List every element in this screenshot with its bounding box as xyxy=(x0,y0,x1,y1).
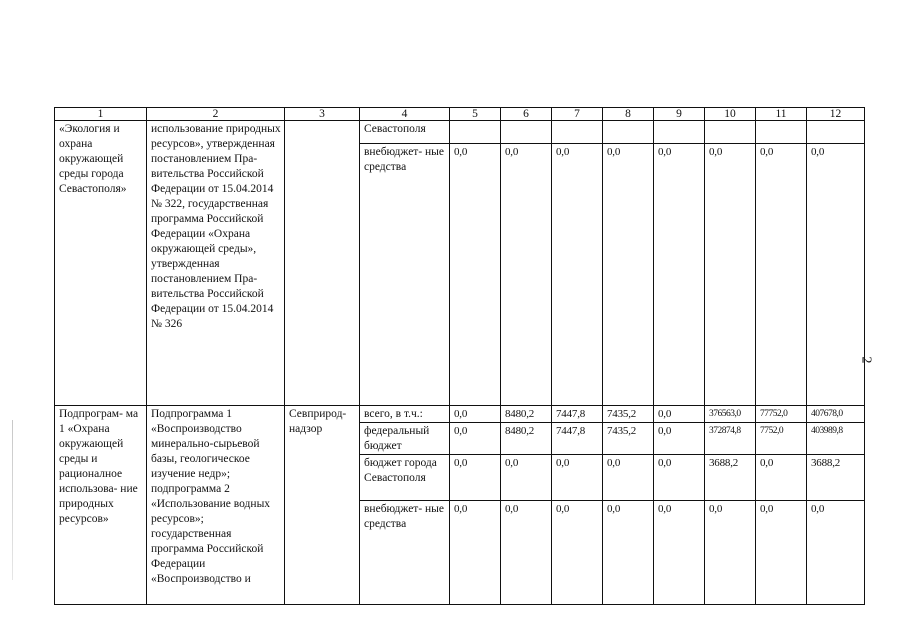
value-cell: 0,0 xyxy=(603,144,654,406)
value-cell: 0,0 xyxy=(654,144,705,406)
value-cell: 0,0 xyxy=(603,501,654,605)
legal-basis-cell: использование природных ресурсов», утвержденная постановлением Пра- вительства Российской Федерации от 15.04.2014 № 322, государственная программа Российской Федерации «Охрана окружающей среды», утвержденная постановлением Пра- вительства Российской Федерации от 15.04.2014 № 326 xyxy=(147,121,285,406)
value-cell xyxy=(807,121,865,144)
value-cell xyxy=(501,121,552,144)
executor-cell: Севприрод- надзор xyxy=(285,406,360,605)
column-number-3: 3 xyxy=(285,108,360,121)
value-cell: 0,0 xyxy=(705,144,756,406)
table-row xyxy=(55,406,865,423)
column-number-row xyxy=(55,108,865,121)
value-cell: 7447,8 xyxy=(552,406,603,423)
value-cell: 0,0 xyxy=(450,406,501,423)
column-number-2: 2 xyxy=(147,108,285,121)
value-cell: 0,0 xyxy=(450,144,501,406)
value-cell: 8480,2 xyxy=(501,423,552,455)
value-cell xyxy=(654,121,705,144)
value-cell: 0,0 xyxy=(756,501,807,605)
value-cell: 7752,0 xyxy=(756,423,807,455)
funding-source-cell: федеральный бюджет xyxy=(360,423,450,455)
funding-source-cell: бюджет города Севастополя xyxy=(360,455,450,501)
column-number-12: 12 xyxy=(807,108,865,121)
value-cell: 0,0 xyxy=(654,406,705,423)
scan-edge-line xyxy=(12,420,13,580)
value-cell: 0,0 xyxy=(603,455,654,501)
funding-source-cell: внебюджет- ные средства xyxy=(360,144,450,406)
value-cell: 0,0 xyxy=(756,455,807,501)
column-number-10: 10 xyxy=(705,108,756,121)
value-cell: 372874,8 xyxy=(705,423,756,455)
funding-source-cell: Севастополя xyxy=(360,121,450,144)
value-cell xyxy=(756,121,807,144)
value-cell xyxy=(603,121,654,144)
value-cell: 0,0 xyxy=(450,501,501,605)
executor-cell xyxy=(285,121,360,406)
value-cell: 0,0 xyxy=(807,501,865,605)
column-number-5: 5 xyxy=(450,108,501,121)
value-cell: 8480,2 xyxy=(501,406,552,423)
value-cell: 7447,8 xyxy=(552,423,603,455)
value-cell: 7435,2 xyxy=(603,406,654,423)
budget-table xyxy=(54,107,865,605)
value-cell: 0,0 xyxy=(501,144,552,406)
column-number-6: 6 xyxy=(501,108,552,121)
subprogram-name-cell: Подпрограм- ма 1 «Охрана окружающей среды и рационалное использова- ние природных ресурсов» xyxy=(55,406,147,605)
funding-source-cell: всего, в т.ч.: xyxy=(360,406,450,423)
value-cell: 3688,2 xyxy=(807,455,865,501)
column-number-11: 11 xyxy=(756,108,807,121)
column-number-7: 7 xyxy=(552,108,603,121)
value-cell: 407678,0 xyxy=(807,406,865,423)
value-cell: 376563,0 xyxy=(705,406,756,423)
column-number-9: 9 xyxy=(654,108,705,121)
value-cell xyxy=(705,121,756,144)
value-cell: 0,0 xyxy=(552,455,603,501)
value-cell: 0,0 xyxy=(807,144,865,406)
table-row xyxy=(55,121,865,144)
value-cell: 0,0 xyxy=(654,501,705,605)
column-number-8: 8 xyxy=(603,108,654,121)
value-cell: 0,0 xyxy=(552,144,603,406)
value-cell: 0,0 xyxy=(756,144,807,406)
value-cell: 0,0 xyxy=(450,455,501,501)
page-number: 2 xyxy=(858,356,874,364)
value-cell: 0,0 xyxy=(450,423,501,455)
subprogram-basis-cell: Подпрограмма 1 «Воспроизводство минерально-сырьевой базы, геологическое изучение недр»; подпрограмма 2 «Использование водных ресурсов»; государственная программа Российской Федерации «Воспроизводство и xyxy=(147,406,285,605)
value-cell: 7435,2 xyxy=(603,423,654,455)
funding-source-cell: внебюджет- ные средства xyxy=(360,501,450,605)
value-cell: 77752,0 xyxy=(756,406,807,423)
value-cell: 0,0 xyxy=(654,455,705,501)
value-cell: 0,0 xyxy=(705,501,756,605)
value-cell: 0,0 xyxy=(501,455,552,501)
value-cell: 403989,8 xyxy=(807,423,865,455)
value-cell: 0,0 xyxy=(552,501,603,605)
value-cell: 0,0 xyxy=(501,501,552,605)
column-number-4: 4 xyxy=(360,108,450,121)
value-cell xyxy=(552,121,603,144)
program-name-cell: «Экология и охрана окружающей среды города Севастополя» xyxy=(55,121,147,406)
value-cell xyxy=(450,121,501,144)
value-cell: 3688,2 xyxy=(705,455,756,501)
value-cell: 0,0 xyxy=(654,423,705,455)
column-number-1: 1 xyxy=(55,108,147,121)
